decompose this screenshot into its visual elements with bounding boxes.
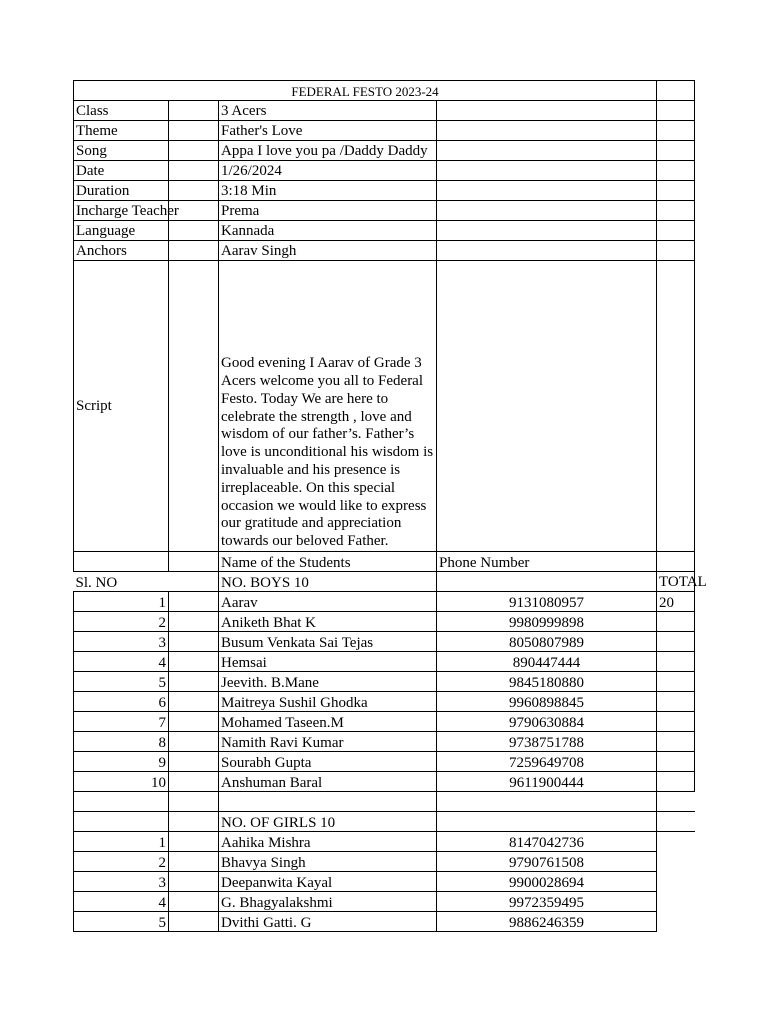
girl-row — [74, 852, 695, 872]
info-row — [74, 201, 695, 221]
serial-number: 1 — [74, 592, 169, 612]
info-label-text: Theme — [76, 123, 118, 139]
info-label — [74, 181, 169, 201]
empty-cell — [169, 872, 219, 892]
serial-number: 2 — [74, 612, 169, 632]
boy-row — [74, 752, 695, 772]
info-row — [74, 221, 695, 241]
info-label-text: Song — [76, 143, 107, 159]
total-label — [657, 572, 707, 592]
student-name: Hemsai — [219, 652, 437, 672]
empty-cell — [169, 161, 219, 181]
empty-cell — [657, 612, 695, 632]
serial-number: 1 — [74, 832, 169, 852]
girls-count-heading: NO. OF GIRLS 10 — [219, 812, 437, 832]
info-value — [219, 241, 437, 261]
empty-cell — [169, 181, 219, 201]
phone-number: 9845180880 — [437, 672, 657, 692]
column-header-row — [74, 552, 695, 572]
boy-row — [74, 692, 695, 712]
boy-row — [74, 612, 695, 632]
student-name: Namith Ravi Kumar — [219, 732, 437, 752]
phone-number: 9790761508 — [437, 852, 657, 872]
phone-number: 9886246359 — [437, 912, 657, 932]
info-row — [74, 141, 695, 161]
empty-cell — [169, 672, 219, 692]
serial-number: 2 — [74, 852, 169, 872]
info-value — [219, 101, 437, 121]
info-label-text: Class — [76, 103, 109, 119]
empty-cell — [169, 752, 219, 772]
empty-cell — [74, 792, 169, 812]
empty-cell — [219, 792, 437, 812]
student-name: Mohamed Taseen.M — [219, 712, 437, 732]
empty-cell — [657, 812, 695, 832]
empty-cell — [169, 772, 219, 792]
empty-cell — [657, 912, 695, 932]
empty-cell — [169, 261, 219, 552]
student-name: Busum Venkata Sai Tejas — [219, 632, 437, 652]
serial-number: 5 — [74, 672, 169, 692]
empty-cell — [169, 552, 219, 572]
info-label-text: Duration — [76, 183, 130, 199]
empty-cell — [169, 592, 219, 612]
info-value — [219, 161, 437, 181]
info-value-text: Kannada — [221, 223, 275, 239]
empty-cell — [437, 141, 657, 161]
info-label — [74, 101, 169, 121]
girls-heading-row — [74, 812, 695, 832]
phone-number: 9900028694 — [437, 872, 657, 892]
empty-cell — [169, 121, 219, 141]
serial-number: 9 — [74, 752, 169, 772]
empty-cell — [657, 852, 695, 872]
student-name: Aarav — [219, 592, 437, 612]
student-name: Jeevith. B.Mane — [219, 672, 437, 692]
student-name: Deepanwita Kayal — [219, 872, 437, 892]
empty-cell — [169, 632, 219, 652]
empty-cell — [437, 792, 657, 812]
phone-number: 7259649708 — [437, 752, 657, 772]
info-value — [219, 141, 437, 161]
empty-cell — [437, 181, 657, 201]
info-row — [74, 241, 695, 261]
phone-number: 9131080957 — [437, 592, 657, 612]
phone-number: 8050807989 — [437, 632, 657, 652]
phone-number: 9980999898 — [437, 612, 657, 632]
empty-cell — [657, 552, 695, 572]
info-value-text: Father's Love — [221, 123, 303, 139]
phone-number: 9960898845 — [437, 692, 657, 712]
info-value-text: 3:18 Min — [221, 183, 277, 199]
boy-row — [74, 632, 695, 652]
student-name: Anshuman Baral — [219, 772, 437, 792]
phone-number-header: Phone Number — [437, 552, 657, 572]
serial-number: 3 — [74, 872, 169, 892]
serial-number: 7 — [74, 712, 169, 732]
empty-cell — [437, 161, 657, 181]
serial-number: 10 — [74, 772, 169, 792]
phone-number: 9972359495 — [437, 892, 657, 912]
info-label — [74, 221, 169, 241]
empty-cell — [657, 652, 695, 672]
serial-number: 4 — [74, 652, 169, 672]
info-label — [74, 121, 169, 141]
info-row — [74, 121, 695, 141]
boy-row — [74, 652, 695, 672]
girl-row — [74, 832, 695, 852]
serial-number: 6 — [74, 692, 169, 712]
empty-cell — [657, 181, 695, 201]
empty-cell — [657, 832, 695, 852]
girl-row — [74, 912, 695, 932]
empty-cell — [657, 732, 695, 752]
empty-cell — [657, 101, 695, 121]
empty-cell — [437, 812, 657, 832]
serial-number: 4 — [74, 892, 169, 912]
empty-cell — [169, 572, 219, 592]
total-value: 20 — [657, 592, 695, 612]
empty-cell — [169, 612, 219, 632]
empty-cell — [437, 241, 657, 261]
info-value — [219, 181, 437, 201]
info-value-text: 3 Acers — [221, 103, 267, 119]
empty-cell — [657, 632, 695, 652]
blank-row — [74, 792, 695, 812]
info-label — [74, 141, 169, 161]
boy-row — [74, 592, 695, 612]
empty-cell — [169, 832, 219, 852]
empty-cell — [169, 852, 219, 872]
serial-number: 3 — [74, 632, 169, 652]
empty-cell — [437, 201, 657, 221]
info-label — [74, 161, 169, 181]
empty-cell — [657, 692, 695, 712]
empty-cell — [169, 912, 219, 932]
empty-cell — [437, 221, 657, 241]
student-name: Aahika Mishra — [219, 832, 437, 852]
sheet-title: FEDERAL FESTO 2023-24 — [74, 81, 657, 101]
empty-cell — [169, 101, 219, 121]
slno-header: Sl. NO — [74, 572, 169, 592]
info-value — [219, 121, 437, 141]
empty-cell — [657, 712, 695, 732]
empty-cell — [657, 121, 695, 141]
festo-sheet — [73, 80, 707, 932]
empty-cell — [657, 772, 695, 792]
empty-cell — [657, 892, 695, 912]
empty-cell — [169, 712, 219, 732]
students-name-header: Name of the Students — [219, 552, 437, 572]
boy-row — [74, 772, 695, 792]
student-name: Bhavya Singh — [219, 852, 437, 872]
empty-cell — [437, 261, 657, 552]
title-row — [74, 81, 695, 101]
empty-cell — [437, 121, 657, 141]
empty-cell — [169, 732, 219, 752]
empty-cell — [437, 572, 657, 592]
empty-cell — [169, 892, 219, 912]
empty-cell — [657, 201, 695, 221]
serial-number: 8 — [74, 732, 169, 752]
empty-cell — [169, 652, 219, 672]
script-row — [74, 261, 695, 552]
info-row — [74, 181, 695, 201]
boy-row — [74, 672, 695, 692]
phone-number: 8147042736 — [437, 832, 657, 852]
info-value-text: 1/26/2024 — [221, 163, 282, 179]
serial-number: 5 — [74, 912, 169, 932]
phone-number: 890447444 — [437, 652, 657, 672]
empty-cell — [169, 692, 219, 712]
boys-heading-row — [74, 572, 695, 592]
empty-cell — [657, 752, 695, 772]
empty-cell — [657, 872, 695, 892]
info-value — [219, 201, 437, 221]
empty-cell — [657, 261, 695, 552]
info-value-text: Aarav Singh — [221, 243, 297, 259]
total-label-text: TOTAL — [659, 574, 707, 590]
sheet-body — [74, 81, 707, 932]
info-value-text: Prema — [221, 203, 260, 219]
empty-cell — [657, 792, 695, 812]
student-name: Maitreya Sushil Ghodka — [219, 692, 437, 712]
empty-cell — [169, 221, 219, 241]
empty-cell — [169, 241, 219, 261]
student-name: Dvithi Gatti. G — [219, 912, 437, 932]
info-label — [74, 201, 179, 221]
empty-cell — [169, 812, 219, 832]
empty-cell — [437, 101, 657, 121]
info-label-text: Date — [76, 163, 105, 179]
info-row — [74, 161, 695, 181]
phone-number: 9738751788 — [437, 732, 657, 752]
script-text: Good evening I Aarav of Grade 3 Acers welcome you all to Federal Festo. Today We are here to celebrate the strength , love and wisdom of our father’s. Father’s love is unconditional his wisdom is invaluable and his presence is irreplaceable. On this special occasion we would like to express our gratitude and appreciation towards our beloved Father. — [219, 261, 437, 552]
phone-number: 9611900444 — [437, 772, 657, 792]
boys-count-heading: NO. BOYS 10 — [219, 572, 437, 592]
empty-cell — [657, 161, 695, 181]
script-label: Script — [74, 261, 169, 552]
girl-row — [74, 892, 695, 912]
info-row — [74, 101, 695, 121]
girl-row — [74, 872, 695, 892]
info-value-text: Appa I love you pa /Daddy Daddy — [221, 143, 428, 159]
info-label-text: Language — [76, 223, 136, 239]
boy-row — [74, 732, 695, 752]
empty-cell — [74, 812, 169, 832]
empty-cell — [74, 552, 169, 572]
info-label-text: Anchors — [76, 243, 127, 259]
info-value — [219, 221, 437, 241]
empty-cell — [169, 141, 219, 161]
empty-cell — [657, 81, 695, 101]
student-name: G. Bhagyalakshmi — [219, 892, 437, 912]
info-label-text: Incharge Teacher — [76, 203, 179, 219]
student-name: Aniketh Bhat K — [219, 612, 437, 632]
empty-cell — [657, 672, 695, 692]
empty-cell — [169, 792, 219, 812]
info-label — [74, 241, 169, 261]
empty-cell — [657, 241, 695, 261]
phone-number: 9790630884 — [437, 712, 657, 732]
empty-cell — [657, 221, 695, 241]
empty-cell — [657, 141, 695, 161]
boy-row — [74, 712, 695, 732]
student-name: Sourabh Gupta — [219, 752, 437, 772]
